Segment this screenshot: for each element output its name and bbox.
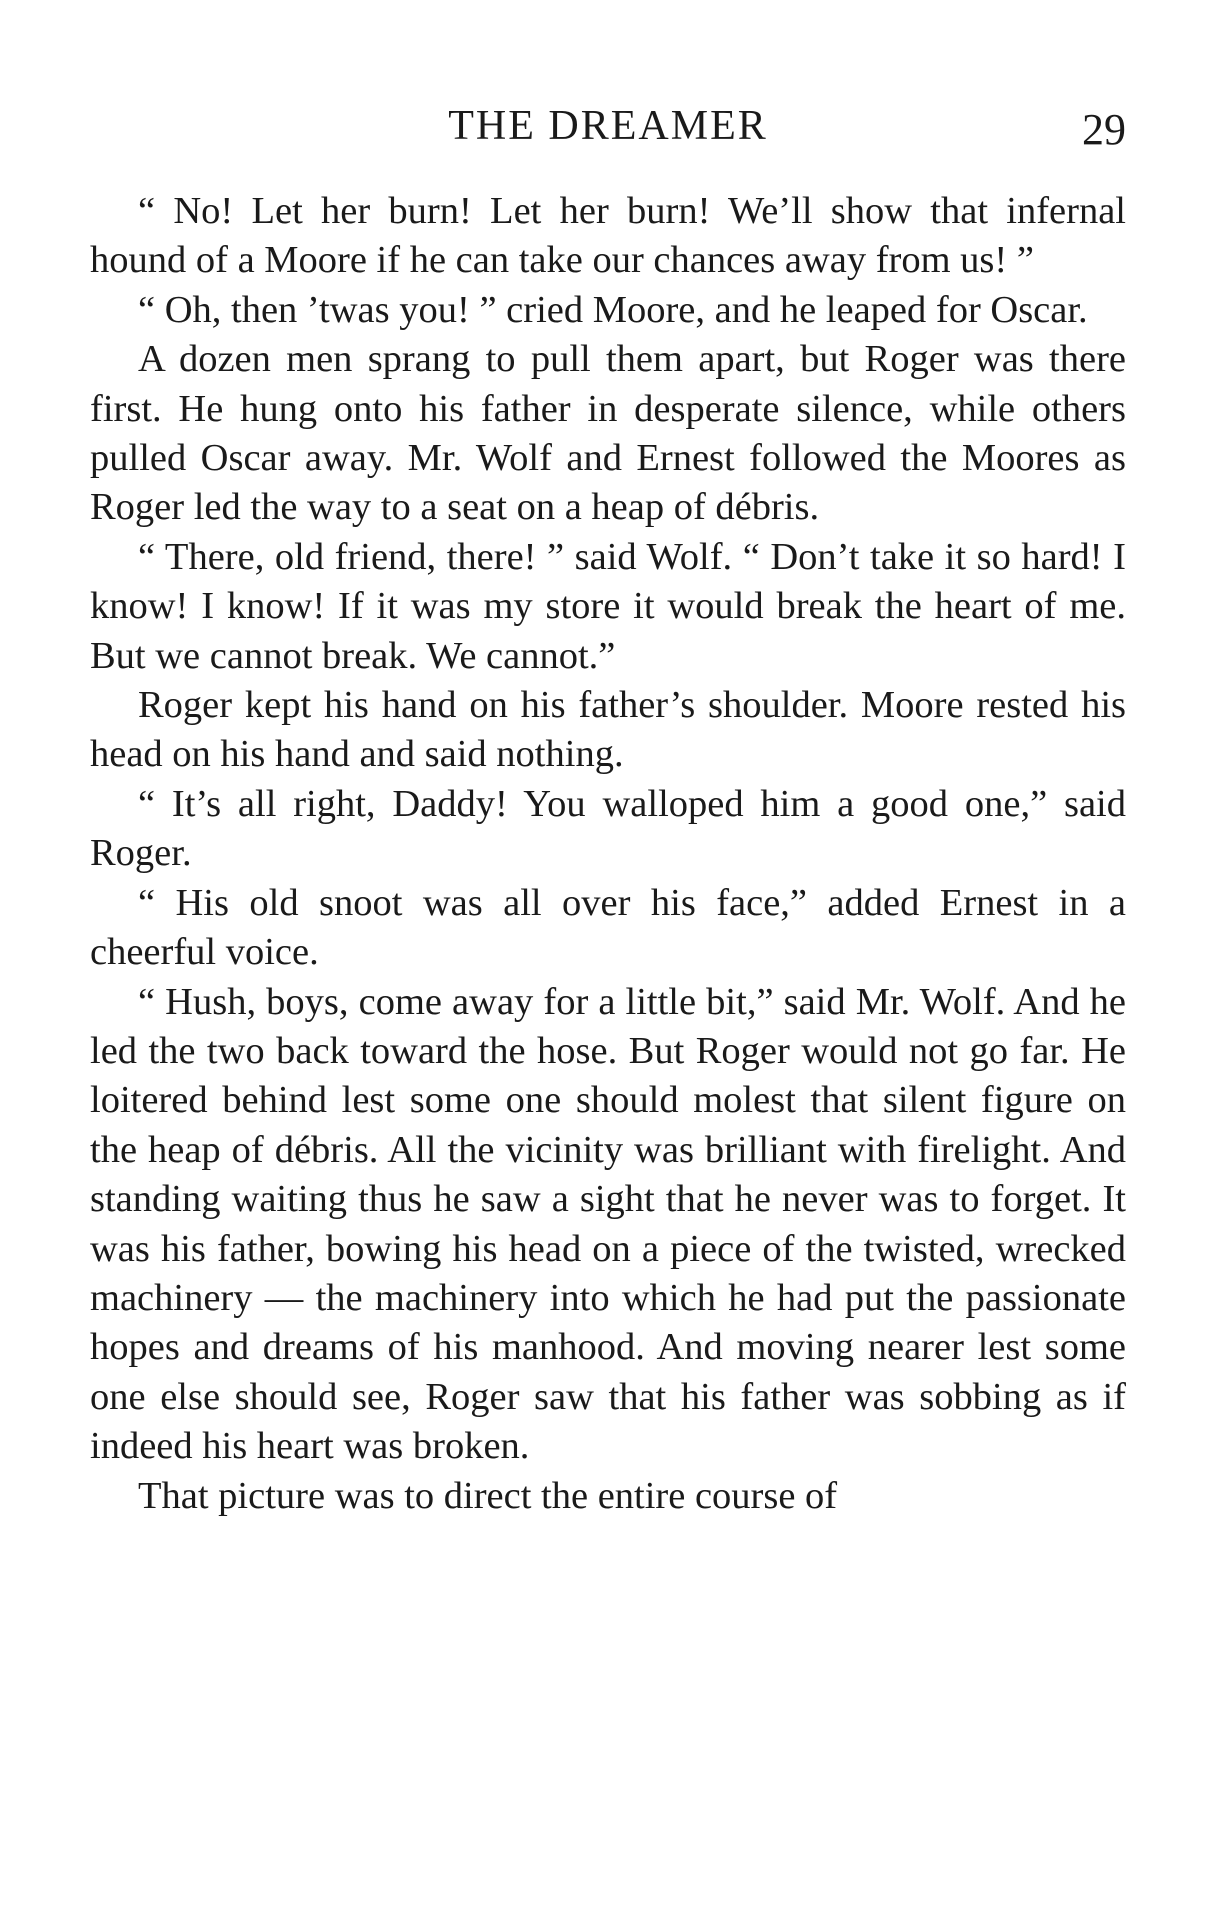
paragraph: “ His old snoot was all over his face,” added Ernest in a cheerful voice. — [90, 881, 1126, 974]
paragraph: “ Hush, boys, come away for a little bit,” said Mr. Wolf. And he led the two back toward the hose. But Roger would not go far. He loitered behind lest some one should molest that silent figure on the heap of débris. All the vicinity was brilliant with firelight. And standing waiting thus he saw a sight that he never was to forget. It was his father, bowing his head on a piece of the twisted, wrecked machinery — the machinery into which he had put the passionate hopes and dreams of his manhood. And moving nearer lest some one else should see, Roger saw that his father was sobbing as if indeed his heart was broken. — [90, 980, 1126, 1468]
paragraph: Roger kept his hand on his father’s shoulder. Moore rested his head on his hand and said nothing. — [90, 684, 1126, 776]
paragraph: A dozen men sprang to pull them apart, but Roger was there first. He hung onto his father in desperate silence, while others pulled Oscar away. Mr. Wolf and Ernest followed the Moores as Roger led the way to a seat on a heap of débris. — [90, 338, 1126, 529]
page-number: 29 — [1082, 105, 1126, 154]
running-title: THE DREAMER — [448, 103, 768, 149]
paragraph: “ No! Let her burn! Let her burn! We’ll show that infernal hound of a Moore if he can take our chances away from us! ” — [90, 190, 1126, 282]
paragraph: “ It’s all right, Daddy! You walloped him a good one,” said Roger. — [90, 782, 1126, 875]
paragraph: “ Oh, then ’twas you! ” cried Moore, and he leaped for Oscar. — [138, 288, 1088, 331]
paragraph: That picture was to direct the entire course of — [138, 1474, 838, 1517]
running-head — [90, 96, 1126, 156]
body-text — [90, 187, 1126, 1521]
paragraph: “ There, old friend, there! ” said Wolf. “ Don’t take it so hard! I know! I know! If it was my store it would break the heart of me. But we cannot break. We cannot.” — [90, 535, 1126, 677]
